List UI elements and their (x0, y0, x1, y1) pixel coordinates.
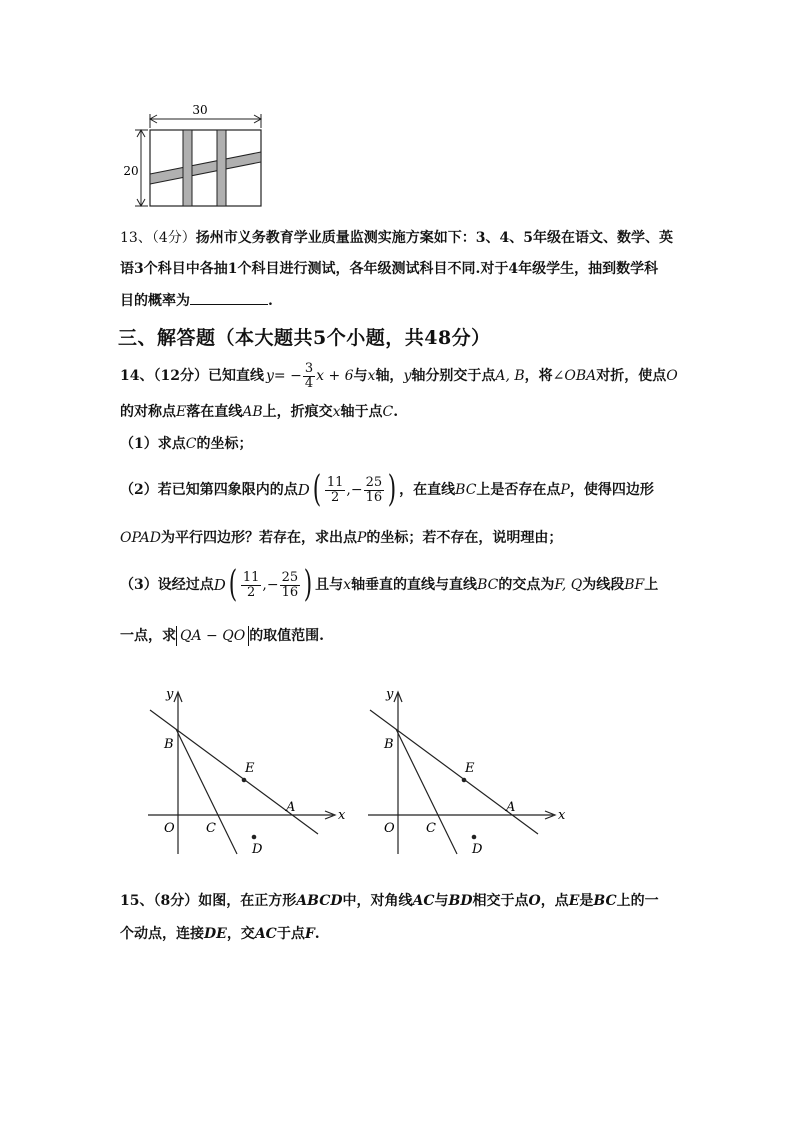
q14-line-ab: AB (242, 404, 263, 420)
q14-point-e: E (176, 404, 187, 420)
q13-line-1 (120, 228, 673, 248)
q15-line2-d: . (314, 926, 320, 942)
q13-text-3a: 目的概率为 (120, 293, 190, 309)
q14-line2-a: 的对称点 (120, 404, 176, 420)
q15-de: DE (204, 926, 227, 942)
q14-y-var: y (403, 368, 412, 384)
q14-p3-a: （3）设经过点 (120, 577, 214, 593)
q14-part-2-line-2 (120, 528, 562, 548)
q14-p1-label: （1）求点 (120, 436, 186, 452)
right-o-label: O (384, 821, 395, 836)
q14-p2-sep: ,− (346, 482, 363, 498)
q14-part-3-line-2 (120, 626, 324, 646)
q15-line1-a: 15、（8分）如图，在正方形 (120, 893, 297, 909)
left-y-label: y (166, 687, 174, 702)
q14-p2-dy-fraction (364, 476, 385, 505)
q14-coordinate-figure-left (140, 680, 360, 860)
q14-coordinate-figure-right (360, 680, 580, 860)
q14-line2-x: x (332, 404, 341, 420)
q14-p3-sep: ,− (262, 577, 279, 593)
q15-line-2 (120, 924, 320, 944)
q14-p3-dy-fraction (280, 571, 301, 600)
q14-eq-fraction (303, 362, 315, 391)
q14-p3-abs-expr: QA − QO (176, 626, 249, 646)
q14-text-c: 轴分别交于点 (411, 368, 496, 384)
q14-p2-left-paren: ( (312, 469, 322, 510)
q15-o: O (528, 893, 541, 909)
q14-p3-dx-fraction (241, 571, 262, 600)
q14-p2-b: ，在直线 (399, 482, 456, 498)
q14-p2-c: 上是否存在点 (476, 482, 561, 498)
q14-p2-line2-b: 为平行四边形？若存在，求出点 (160, 530, 357, 546)
section-3-title: 三、解答题（本大题共5个小题，共48分） (118, 327, 491, 349)
q14-p3-bf: BF (624, 577, 645, 593)
q15-line1-e: ，点 (540, 893, 569, 909)
right-y-label: y (386, 687, 394, 702)
right-x-label: x (558, 808, 566, 823)
q14-p2-dy-den: 16 (365, 489, 383, 505)
q13-text-2: 语3个科目中各抽1个科目进行测试，各年级测试科目不同.对于4年级学生，抽到数学科 (120, 261, 659, 277)
q14-part-1 (120, 434, 252, 454)
q15-ac2: AC (254, 926, 277, 942)
q14-p2-bc: BC (455, 482, 477, 498)
q15-e: E (568, 893, 580, 909)
q14-line2-e: . (393, 404, 399, 420)
q14-p2-dx-fraction (325, 476, 346, 505)
q14-p3-line2-a: 一点，求 (120, 628, 176, 644)
q14-p3-dx-den: 2 (246, 584, 256, 600)
q15-line1-b: 中，对角线 (342, 893, 413, 909)
q14-text-d: ，将 (524, 368, 553, 384)
q14-p2-line2-c: 的坐标；若不存在，说明理由； (366, 530, 563, 546)
q14-p2-dy-num: 25 (365, 474, 383, 490)
q15-line-1 (120, 891, 659, 911)
q14-p3-point-d: D (213, 576, 226, 594)
left-d-label: D (252, 842, 263, 857)
q14-part-2 (120, 468, 654, 512)
q14-p3-c: 轴垂直的直线与直线 (351, 577, 478, 593)
left-x-label: x (338, 808, 346, 823)
q14-p3-dy-num: 25 (281, 569, 299, 585)
q14-p2-dx-den: 2 (330, 489, 340, 505)
left-e-label: E (245, 761, 255, 776)
q14-p2-line2-p: P (356, 530, 367, 546)
q14-p1-point-c: C (185, 436, 197, 452)
q14-eq-y: y (265, 368, 274, 384)
q14-p3-e: 为线段 (582, 577, 625, 593)
left-o-label: O (164, 821, 175, 836)
q14-intro: 14、（12分）已知直线 (120, 368, 264, 384)
q14-text-a: 与 (353, 368, 368, 384)
q14-text-b: 轴， (375, 368, 404, 384)
q14-p3-x: x (343, 577, 352, 593)
height-label: 20 (123, 164, 139, 178)
q15-line1-d: 相交于点 (472, 893, 529, 909)
q15-line2-a: 个动点，连接 (120, 926, 204, 942)
q13-text-3b: . (268, 293, 273, 309)
q15-ac: AC (412, 893, 435, 909)
q14-text-e: 对折，使点 (596, 368, 667, 384)
q14-p2-d: ，使得四边形 (569, 482, 654, 498)
q14-p3-d: 的交点为 (498, 577, 555, 593)
q15-line1-g: 上的一 (616, 893, 659, 909)
q14-line-2 (120, 402, 398, 422)
left-c-label: C (206, 821, 216, 836)
q14-p3-dx-num: 11 (242, 569, 260, 585)
q14-part-3 (120, 563, 658, 607)
q14-p3-line2-b: 的取值范围. (249, 628, 325, 644)
right-c-label: C (426, 821, 436, 836)
q15-bd: BD (448, 893, 473, 909)
q14-eq-rest: x + 6 (316, 368, 354, 384)
q15-line1-c: 与 (434, 893, 449, 909)
q13-text-1: 扬州市义务教育学业质量监测实施方案如下：3、4、5年级在语文、数学、英 (195, 230, 673, 246)
q14-eq-num: 3 (304, 360, 314, 376)
q14-p3-bc: BC (477, 577, 499, 593)
q14-eq-eq: = − (273, 368, 302, 384)
q14-p2-opad: OPAD (120, 530, 161, 546)
left-b-label: B (164, 737, 174, 752)
q13-line-3 (120, 290, 273, 311)
q14-angle: ∠OBA (552, 368, 597, 384)
q14-point-o: O (666, 368, 678, 384)
right-b-label: B (384, 737, 394, 752)
q14-line-1 (120, 356, 678, 396)
q13-number: 13、（4分） (120, 230, 196, 246)
q13-line-2 (120, 259, 658, 279)
right-d-label: D (472, 842, 483, 857)
q14-p2-right-paren: ) (387, 469, 397, 510)
road-rectangle-figure (120, 100, 270, 212)
q14-p3-b: 且与 (315, 577, 344, 593)
q14-x-var: x (367, 368, 376, 384)
right-a-label: A (506, 800, 516, 815)
q14-line2-b: 落在直线 (186, 404, 243, 420)
q14-p3-f: 上 (644, 577, 659, 593)
q14-p2-dx-num: 11 (326, 474, 344, 490)
q14-eq-den: 4 (304, 375, 314, 391)
q14-p1-rest: 的坐标； (196, 436, 253, 452)
q14-p3-right-paren: ) (303, 564, 313, 605)
q14-p2-point-d: D (297, 481, 310, 499)
left-a-label: A (286, 800, 296, 815)
q14-points-ab: A, B (495, 368, 525, 384)
q15-line2-b: ，交 (226, 926, 255, 942)
right-e-label: E (465, 761, 475, 776)
q14-p2-point-p: P (560, 482, 570, 498)
width-label: 30 (192, 103, 208, 117)
q15-f: F (304, 926, 315, 942)
q15-line2-c: 于点 (276, 926, 305, 942)
q13-answer-blank[interactable] (190, 290, 268, 305)
q14-line2-d: 轴于点 (340, 404, 383, 420)
q14-p2-a: （2）若已知第四象限内的点 (120, 482, 298, 498)
q14-p3-dy-den: 16 (281, 584, 299, 600)
q14-p3-left-paren: ( (228, 564, 238, 605)
q14-p3-fq: F, Q (554, 577, 583, 593)
q15-bc: BC (593, 893, 617, 909)
q14-line2-c: 上，折痕交 (262, 404, 333, 420)
q15-abcd: ABCD (296, 893, 343, 909)
q14-line2-point-c: C (382, 404, 394, 420)
q15-line1-f: 是 (579, 893, 594, 909)
